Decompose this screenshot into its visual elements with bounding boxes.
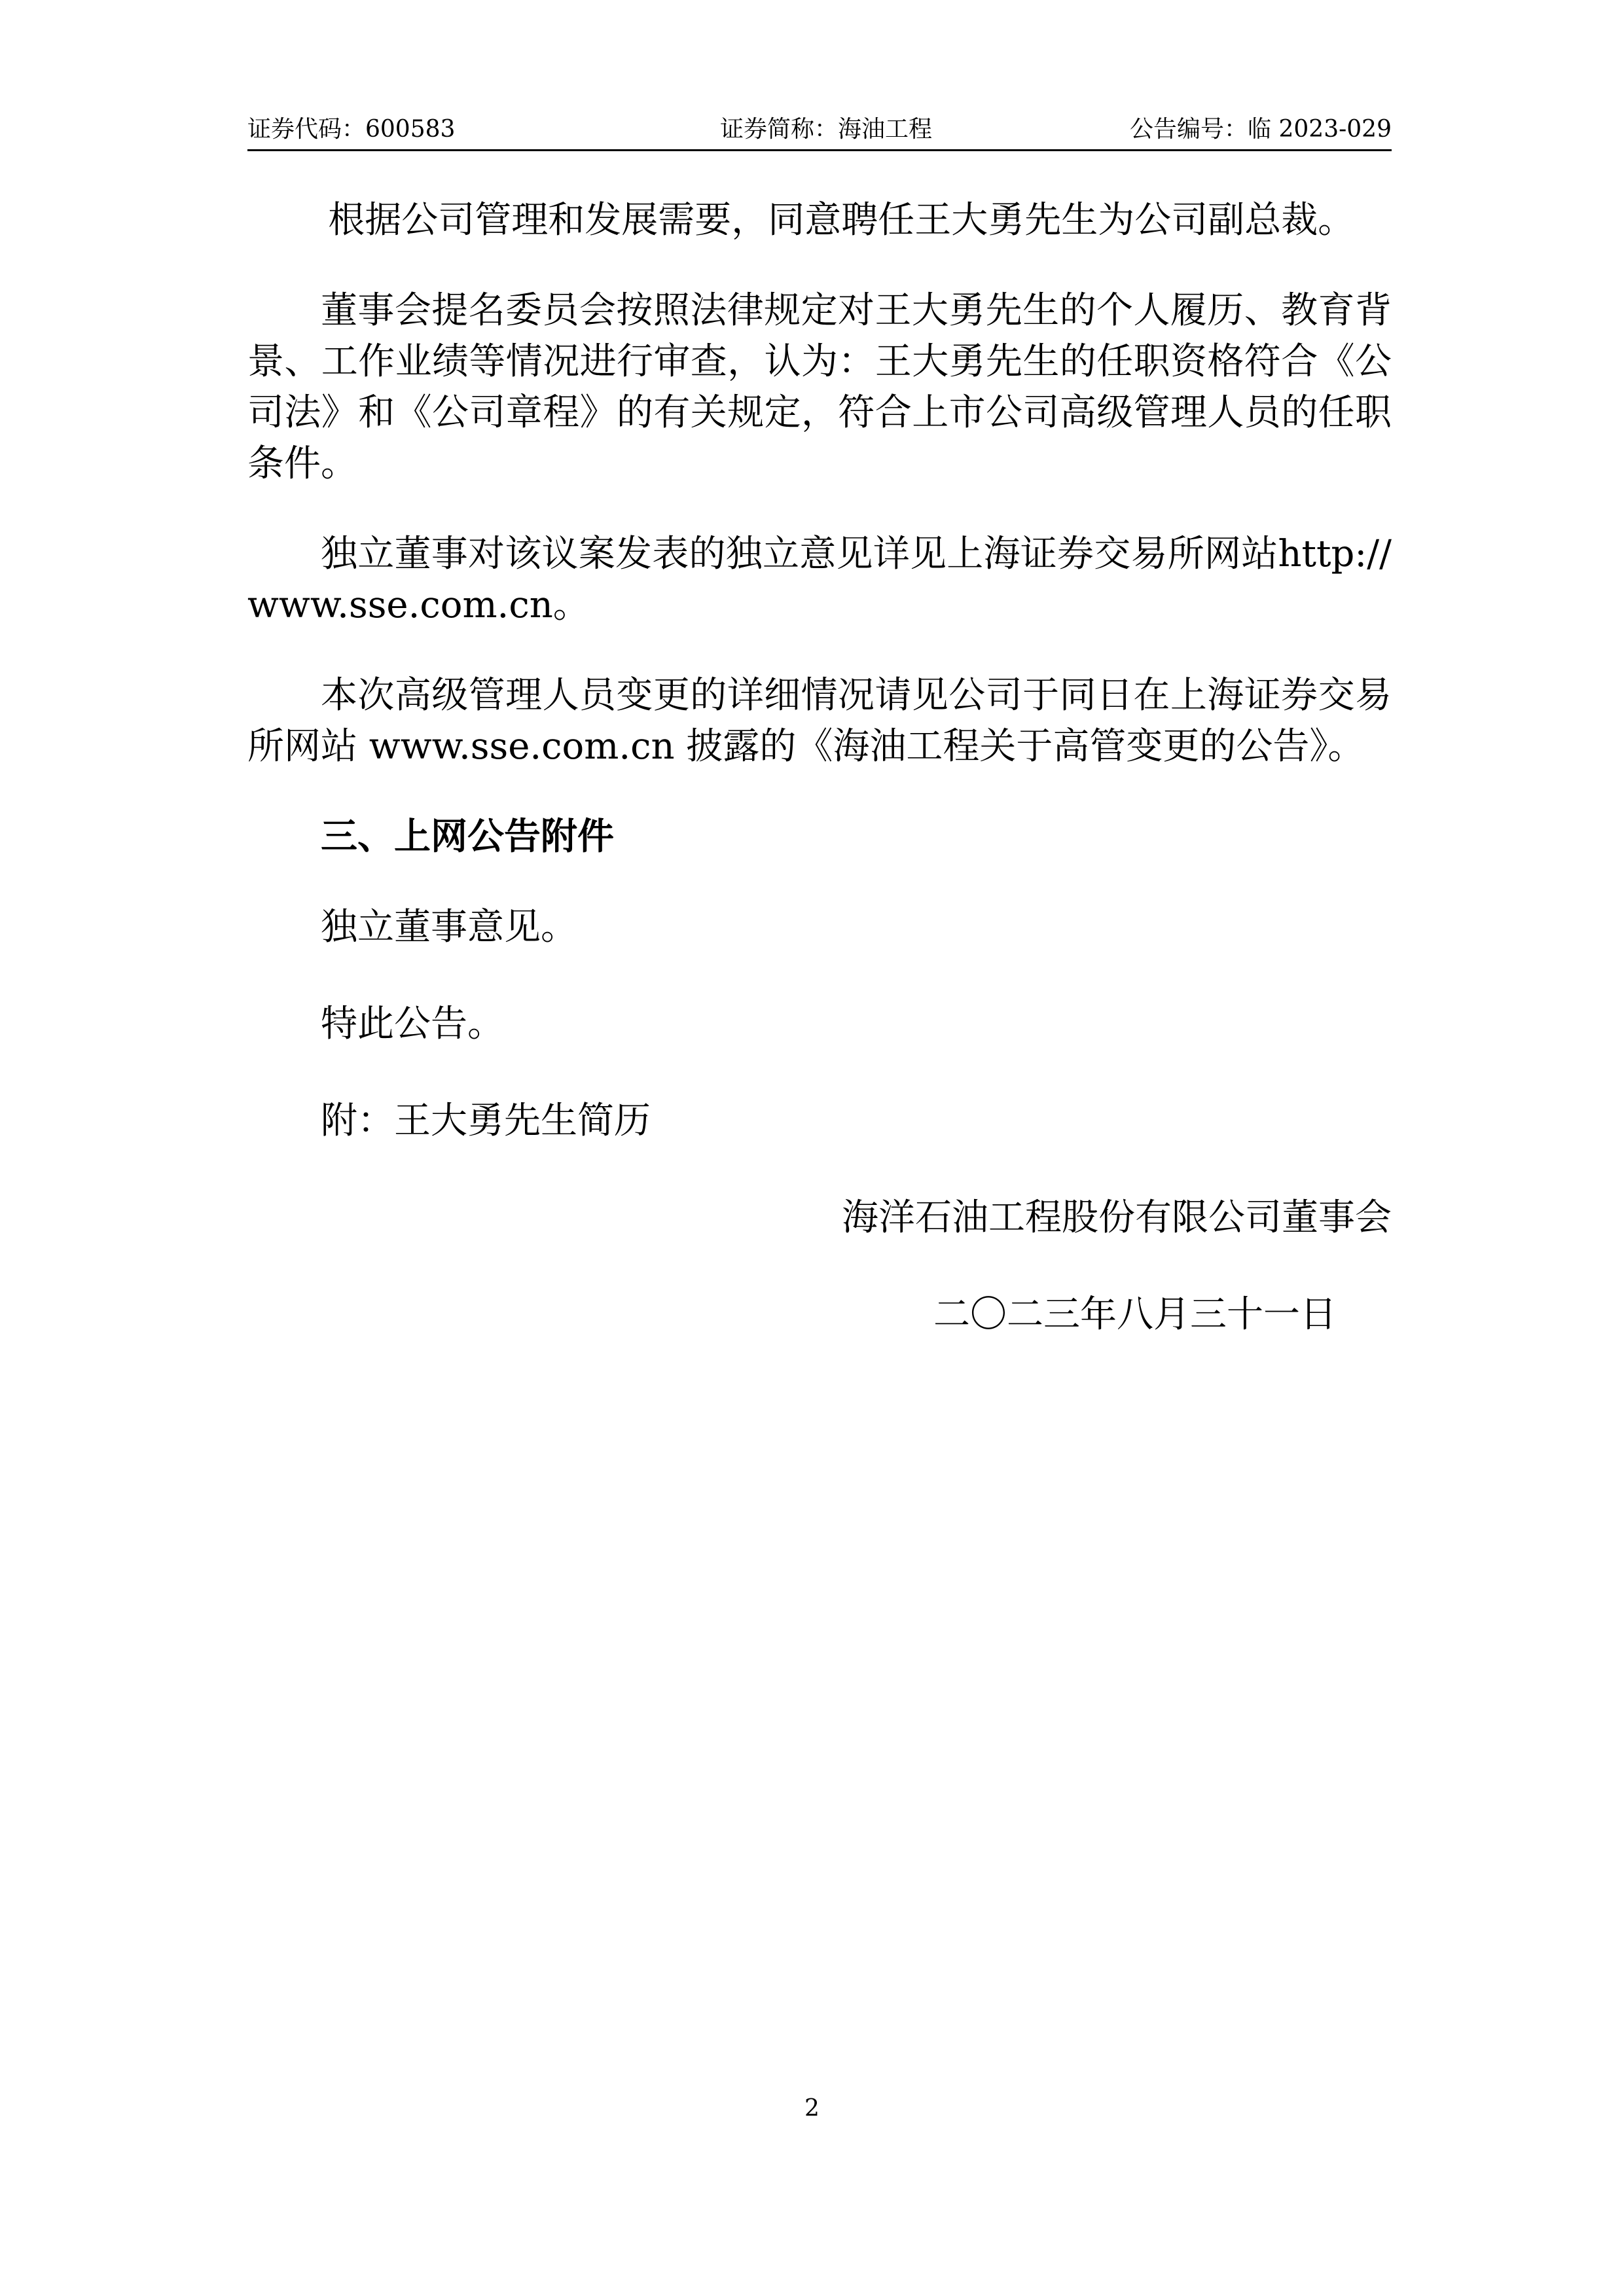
signature-date: 二〇二三年八月三十一日 [933,1293,1337,1336]
stock-abbreviation: 证券简称：海油工程 [720,116,933,143]
stock-code: 证券代码：600583 [247,116,456,143]
page-number: 2 [804,2095,820,2122]
section-title: 三、上网公告附件 [321,816,614,858]
paragraph-nomination-review: 董事会提名委员会按照法律规定对王大勇先生的个人履历、教育背景、工作业绩等情况进行审查，认为：王大勇先生的任职资格符合《公司法》和《公司章程》的有关规定，符合上市公司高级管理人员的任职条件。 [247,289,1392,485]
document-body [247,195,1392,1340]
closing-statement: 特此公告。 [321,1003,504,1045]
paragraph-independent-opinion: 独立董事对该议案发表的独立意见详见上海证券交易所网站http://www.sse.com.cn。 [247,533,1392,626]
signature-board: 海洋石油工程股份有限公司董事会 [842,1196,1392,1239]
attachment-item: 独立董事意见。 [321,906,577,948]
paragraph-appointment: 根据公司管理和发展需要，同意聘任王大勇先生为公司副总裁。 [328,199,1355,242]
appendix-line: 附：王大勇先生简历 [321,1100,651,1142]
announcement-number: 公告编号：临 2023-029 [1130,116,1392,143]
paragraph-change-details: 本次高级管理人员变更的详细情况请见公司于同日在上海证券交易所网站 www.sse.com.cn 披露的《海油工程关于高管变更的公告》。 [247,674,1392,768]
page-header [247,115,1392,151]
